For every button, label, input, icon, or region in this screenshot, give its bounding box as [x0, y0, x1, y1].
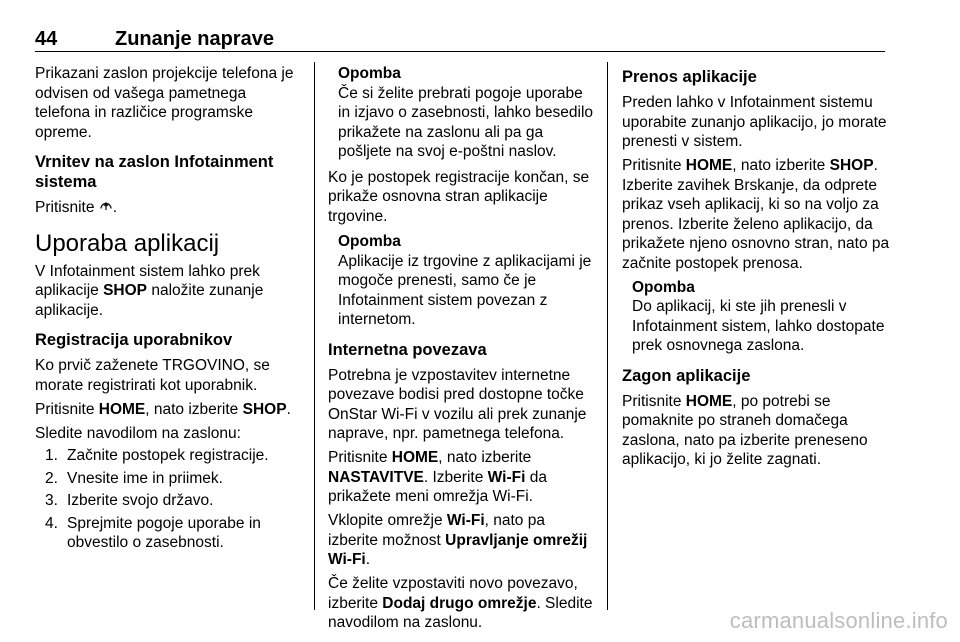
step-number: 2.	[45, 469, 58, 487]
step-text: Začnite postopek registracije.	[67, 447, 269, 464]
return-paragraph	[35, 198, 303, 218]
text: , po potrebi se pomaknite po straneh domačega zaslona, nato pa izberite preneseno aplikacijo, ki jo želite zagnati.	[622, 392, 868, 468]
watermark: carmanualsonline.info	[729, 608, 948, 633]
follow-instructions: Sledite navodilom na zaslonu:	[35, 424, 241, 442]
shop-keyword: SHOP	[103, 282, 148, 299]
section-heading-launch: Zagon aplikacije	[622, 366, 751, 385]
settings-keyword: NASTAVITVE	[328, 468, 424, 486]
note-title: Opomba	[632, 278, 695, 296]
wifi-keyword: Wi-Fi	[446, 512, 485, 529]
manage-networks-keyword: Upravljanje omrežij Wi-Fi	[328, 531, 588, 568]
wifi-keyword: Wi-Fi	[487, 468, 526, 486]
note-title: Opomba	[338, 233, 401, 250]
home-keyword: HOME	[98, 400, 146, 418]
new-connection-paragraph	[328, 574, 596, 633]
internet-press	[328, 448, 596, 507]
note-title: Opomba	[338, 65, 401, 82]
column-divider	[607, 62, 608, 610]
text: , nato izberite	[145, 400, 239, 418]
shop-keyword: SHOP	[242, 400, 287, 418]
registration-paragraph: Ko prvič zaženete TRGOVINO, se morate registrirati kot uporabnik.	[35, 357, 270, 394]
list-item	[45, 514, 303, 553]
section-heading-registration: Registracija uporabnikov	[35, 331, 233, 349]
return-text: Pritisnite	[35, 199, 95, 216]
page-header	[35, 28, 885, 52]
step-number: 3.	[45, 492, 58, 509]
column-3	[622, 64, 890, 474]
home-keyword: HOME	[391, 449, 439, 466]
wifi-on-paragraph	[328, 511, 596, 570]
text: Pritisnite	[35, 400, 95, 418]
text: Pritisnite	[622, 392, 682, 410]
home-icon	[99, 200, 113, 214]
section-heading-internet: Internetna povezava	[328, 340, 487, 359]
transfer-paragraph: Preden lahko v Infotainment sistemu uporabite zunanjo aplikacijo, jo morate prenesti v sistem.	[622, 94, 887, 150]
note-box	[328, 64, 596, 162]
registration-steps	[35, 446, 303, 553]
return-text-end: .	[112, 199, 118, 216]
transfer-press	[622, 156, 890, 273]
home-keyword: HOME	[685, 157, 733, 174]
list-item	[45, 446, 303, 466]
step-text: Izberite svojo državo.	[67, 492, 214, 509]
internet-paragraph: Potrebna je vzpostavitev internetne povezave bodisi pred dostopne točke OnStar Wi-Fi v vozilu ali prek zunanje naprave, npr. pametnega telefona.	[328, 366, 587, 442]
text: da prikažete meni omrežja Wi-Fi.	[328, 468, 547, 505]
registration-press	[35, 400, 303, 420]
registration-done-paragraph: Ko je postopek registracije končan, se prikaže osnovna stran aplikacije trgovine.	[328, 168, 590, 225]
apps-text: naložite zunanje aplikacije.	[35, 282, 264, 319]
column-1	[35, 64, 303, 556]
step-number: 4.	[45, 514, 58, 532]
chapter-title: Zunanje naprave	[115, 28, 274, 50]
column-divider	[314, 62, 315, 610]
note-text: Če si želite prebrati pogoje uporabe in izjavo o zasebnosti, lahko besedilo prikažete na zaslonu ali pa ga pošljete na svoj e-poštni naslov.	[338, 84, 594, 160]
shop-keyword: SHOP	[829, 157, 874, 174]
note-text: Aplikacije iz trgovine z aplikacijami je mogoče prenesti, samo če je Infotainment sistem povezan z internetom.	[338, 252, 592, 328]
text: Vklopite omrežje	[328, 512, 443, 529]
section-heading-apps: Uporaba aplikacij	[35, 229, 220, 257]
note-box	[622, 278, 890, 356]
launch-paragraph	[622, 392, 890, 470]
text: . Izberite	[423, 468, 484, 486]
step-text: Vnesite ime in priimek.	[67, 469, 223, 487]
text: , nato izberite	[732, 157, 826, 174]
text: , nato izberite	[438, 449, 532, 466]
step-number: 1.	[45, 447, 58, 464]
list-item	[45, 469, 303, 489]
add-network-keyword: Dodaj drugo omrežje	[382, 594, 537, 612]
text: .	[286, 400, 291, 418]
column-2	[328, 64, 596, 637]
intro-paragraph: Prikazani zaslon projekcije telefona je odvisen od vašega pametnega telefona in različice programske opreme.	[35, 65, 294, 141]
apps-text: V Infotainment sistem lahko prek aplikacije	[35, 262, 260, 299]
text: Pritisnite	[622, 157, 682, 174]
note-text: Do aplikacij, ki ste jih prenesli v Infotainment sistem, lahko dostopate prek osnovnega zaslona.	[632, 298, 885, 354]
page-number: 44	[35, 28, 58, 50]
text: . Izberite zavihek Brskanje, da odprete prikaz vseh aplikacij, ki so na voljo za prenos. Izberite želeno aplikacijo, da prikažete njeno osnovno stran, nato pa začnite postopek prenosa.	[622, 157, 890, 272]
section-heading-transfer: Prenos aplikacije	[622, 68, 757, 86]
list-item	[45, 491, 303, 511]
apps-paragraph	[35, 262, 303, 321]
text: .	[365, 551, 371, 568]
text: . Sledite navodilom na zaslonu.	[328, 594, 593, 631]
text: , nato pa izberite možnost	[328, 512, 545, 549]
text: Pritisnite	[328, 449, 388, 466]
header-rule	[35, 51, 885, 52]
section-heading-return: Vrnitev na zaslon Infotainment sistema	[35, 153, 274, 191]
home-keyword: HOME	[685, 392, 733, 410]
step-text: Sprejmite pogoje uporabe in obvestilo o zasebnosti.	[67, 514, 261, 551]
note-box	[328, 232, 596, 330]
text: Če želite vzpostaviti novo povezavo, izberite	[328, 575, 578, 612]
